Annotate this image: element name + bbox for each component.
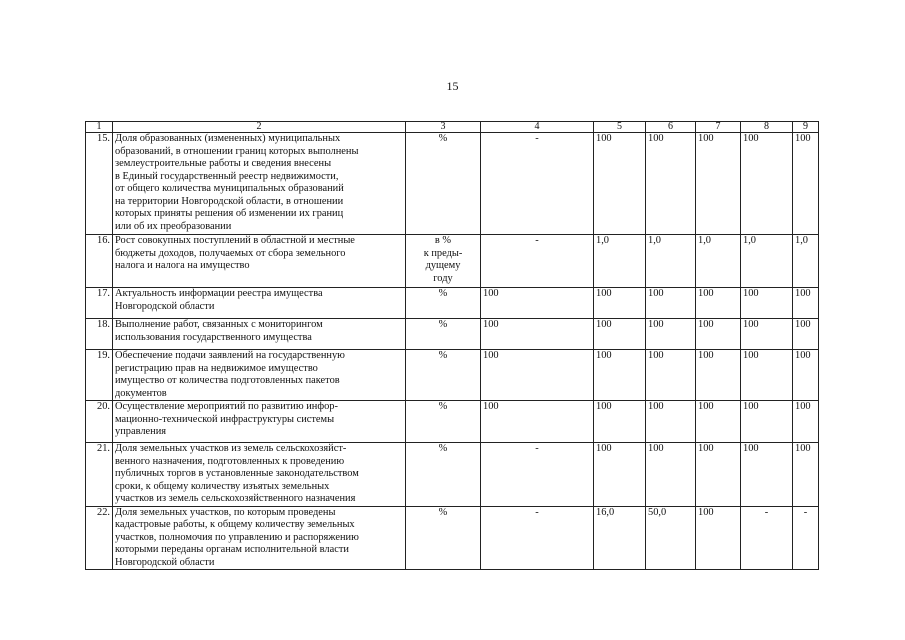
value-col-5: 100 (594, 288, 646, 319)
value-col-7: 100 (696, 288, 741, 319)
table-row (86, 443, 819, 507)
indicator-name-line: использования государственного имущества (115, 331, 312, 343)
table-row (86, 288, 819, 319)
value-col-5: 100 (594, 319, 646, 350)
value-col-7: 100 (696, 319, 741, 350)
indicator-name (113, 401, 406, 443)
value-col-4: - (481, 443, 594, 507)
indicator-name (113, 443, 406, 507)
row-number: 17. (86, 288, 113, 319)
indicator-name-line: венного назначения, подготовленных к проведению (115, 455, 345, 467)
indicator-name-line: участков, полномочия по управлению и распоряжению (115, 531, 359, 543)
value-col-9: 100 (793, 443, 819, 507)
unit-line: % (438, 401, 448, 412)
value-col-6: 50,0 (646, 506, 696, 570)
value-col-4: - (481, 506, 594, 570)
unit-line: % (438, 319, 448, 330)
indicator-name-line: управления (115, 426, 167, 437)
indicator-name-line: регистрацию прав на недвижимое имущество (115, 362, 318, 374)
value-col-8: 100 (741, 288, 793, 319)
value-col-9: 100 (793, 401, 819, 443)
row-number: 15. (86, 133, 113, 235)
value-col-4: - (481, 133, 594, 235)
table-row (86, 506, 819, 570)
unit-line: году (433, 272, 453, 284)
indicator-name-line: которыми переданы органам исполнительной власти (115, 544, 349, 555)
value-col-9: 1,0 (793, 235, 819, 288)
unit-cell (406, 506, 481, 570)
unit-line: дущему (425, 260, 461, 271)
indicator-name-line: Выполнение работ, связанных с мониторингом (115, 319, 323, 330)
indicator-name (113, 133, 406, 235)
value-col-7: 100 (696, 443, 741, 507)
unit-line: к преды- (423, 247, 463, 259)
header-cell: 3 (406, 122, 481, 133)
indicator-name-line: Доля земельных участков из земель сельскохозяйст- (115, 443, 347, 454)
value-col-6: 100 (646, 443, 696, 507)
value-col-4: 100 (481, 350, 594, 401)
indicator-name-line: Новгородской области (115, 556, 215, 568)
indicator-name (113, 350, 406, 401)
indicator-name-line: публичных торгов в установленные законодательством (115, 468, 359, 479)
indicator-name-line: в Единый государственный реестр недвижимости, (115, 170, 339, 182)
unit-cell (406, 350, 481, 401)
row-number: 20. (86, 401, 113, 443)
value-col-4: 100 (481, 401, 594, 443)
row-number: 22. (86, 506, 113, 570)
value-col-9: 100 (793, 319, 819, 350)
indicator-name-line: Доля земельных участков, по которым проведены (115, 506, 336, 518)
value-col-5: 1,0 (594, 235, 646, 288)
indicator-name (113, 288, 406, 319)
table-row (86, 133, 819, 235)
table-row (86, 235, 819, 288)
indicator-name (113, 235, 406, 288)
indicator-name-line: Новгородской области (115, 300, 215, 312)
indicator-name-line: или об их преобразовании (115, 220, 232, 232)
indicator-name (113, 319, 406, 350)
value-col-6: 1,0 (646, 235, 696, 288)
header-cell: 4 (481, 122, 594, 133)
value-col-9: 100 (793, 133, 819, 235)
row-number: 21. (86, 443, 113, 507)
indicator-name-line: от общего количества муниципальных образований (115, 183, 344, 194)
value-col-4: - (481, 235, 594, 288)
value-col-8: 1,0 (741, 235, 793, 288)
value-col-6: 100 (646, 288, 696, 319)
value-col-7: 100 (696, 350, 741, 401)
row-number: 19. (86, 350, 113, 401)
unit-cell (406, 133, 481, 235)
unit-line: в % (434, 235, 452, 246)
indicator-name-line: Доля образованных (измененных) муниципальных (115, 133, 341, 144)
value-col-8: 100 (741, 401, 793, 443)
value-col-7: 100 (696, 506, 741, 570)
value-col-8: 100 (741, 443, 793, 507)
value-col-9: - (793, 506, 819, 570)
unit-cell (406, 235, 481, 288)
value-col-9: 100 (793, 350, 819, 401)
indicator-name-line: Обеспечение подачи заявлений на государственную (115, 350, 345, 361)
value-col-5: 100 (594, 350, 646, 401)
indicator-name-line: бюджеты доходов, получаемых от сбора земельного (115, 247, 346, 259)
unit-cell (406, 443, 481, 507)
row-number: 16. (86, 235, 113, 288)
value-col-4: 100 (481, 319, 594, 350)
value-col-6: 100 (646, 401, 696, 443)
indicator-name-line: Актуальность информации реестра имущества (115, 288, 323, 299)
unit-cell (406, 288, 481, 319)
unit-cell (406, 401, 481, 443)
indicator-name-line: на территории Новгородской области, в отношении (115, 195, 344, 207)
header-cell: 1 (86, 122, 113, 133)
unit-cell (406, 319, 481, 350)
value-col-6: 100 (646, 350, 696, 401)
unit-line: % (438, 288, 448, 299)
indicator-name-line: сроки, к общему количеству изъятых земельных (115, 480, 330, 492)
value-col-9: 100 (793, 288, 819, 319)
indicator-name-line: имущество от количества подготовленных пакетов (115, 375, 340, 386)
header-cell: 9 (793, 122, 819, 133)
indicator-name (113, 506, 406, 570)
table-row (86, 319, 819, 350)
header-cell: 5 (594, 122, 646, 133)
indicator-name-line: Рост совокупных поступлений в областной и местные (115, 235, 355, 246)
value-col-5: 100 (594, 401, 646, 443)
indicator-name-line: которых приняты решения об изменении их границ (115, 208, 344, 219)
unit-line: % (438, 443, 448, 454)
indicator-name-line: документов (115, 387, 167, 399)
value-col-4: 100 (481, 288, 594, 319)
indicator-name-line: участков из земель сельскохозяйственного назначения (115, 493, 356, 504)
value-col-8: 100 (741, 133, 793, 235)
indicator-name-line: образований, в отношении границ которых выполнены (115, 145, 359, 157)
unit-line: % (438, 506, 448, 518)
header-row (86, 122, 819, 133)
value-col-5: 100 (594, 133, 646, 235)
value-col-8: 100 (741, 319, 793, 350)
unit-line: % (438, 350, 448, 361)
indicators-table (85, 121, 819, 570)
indicator-name-line: налога и налога на имущество (115, 260, 250, 271)
row-number: 18. (86, 319, 113, 350)
table-row (86, 401, 819, 443)
indicator-name-line: мационно-технической инфраструктуры системы (115, 413, 335, 425)
header-cell: 7 (696, 122, 741, 133)
value-col-7: 1,0 (696, 235, 741, 288)
value-col-7: 100 (696, 133, 741, 235)
value-col-7: 100 (696, 401, 741, 443)
indicator-name-line: землеустроительные работы и сведения внесены (115, 158, 332, 169)
table-row (86, 350, 819, 401)
value-col-6: 100 (646, 133, 696, 235)
unit-line: % (438, 133, 448, 144)
header-cell: 8 (741, 122, 793, 133)
indicator-name-line: кадастровые работы, к общему количеству земельных (115, 519, 355, 530)
header-cell: 6 (646, 122, 696, 133)
value-col-8: 100 (741, 350, 793, 401)
value-col-5: 100 (594, 443, 646, 507)
value-col-8: - (741, 506, 793, 570)
value-col-5: 16,0 (594, 506, 646, 570)
value-col-6: 100 (646, 319, 696, 350)
page-number: 15 (446, 79, 459, 93)
header-cell: 2 (113, 122, 406, 133)
indicator-name-line: Осуществление мероприятий по развитию инфор- (115, 401, 338, 412)
